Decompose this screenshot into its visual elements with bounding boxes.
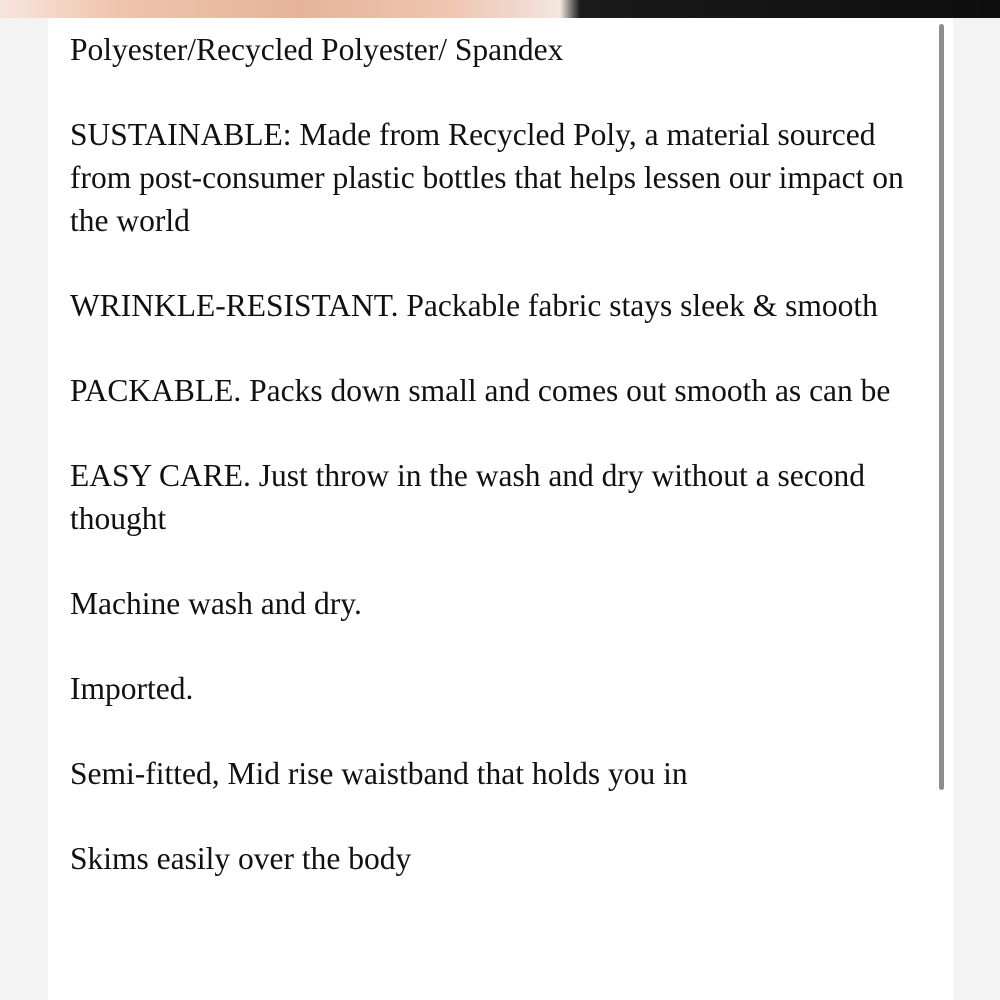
paragraph-packable: PACKABLE. Packs down small and comes out smooth as can be: [70, 373, 891, 408]
description-panel[interactable]: [48, 18, 953, 1000]
scrollbar-thumb[interactable]: [939, 24, 944, 790]
paragraph-sustainable: SUSTAINABLE: Made from Recycled Poly, a material sourced from post-consumer plastic bottles that helps lessen our impact on the world: [70, 117, 904, 238]
scrollbar-track[interactable]: [939, 24, 945, 790]
paragraph-skims: Skims easily over the body: [70, 841, 412, 876]
paragraph-easy-care: EASY CARE. Just throw in the wash and dry without a second thought: [70, 458, 866, 536]
paragraph-imported: Imported.: [70, 671, 194, 706]
paragraph-machine-wash: Machine wash and dry.: [70, 586, 362, 621]
photo-strip: [0, 0, 1000, 18]
description-text: [70, 28, 940, 922]
paragraph-material: Polyester/Recycled Polyester/ Spandex: [70, 32, 564, 67]
paragraph-wrinkle-resistant: WRINKLE-RESISTANT. Packable fabric stays sleek & smooth: [70, 288, 878, 323]
paragraph-fit: Semi-fitted, Mid rise waistband that holds you in: [70, 756, 688, 791]
